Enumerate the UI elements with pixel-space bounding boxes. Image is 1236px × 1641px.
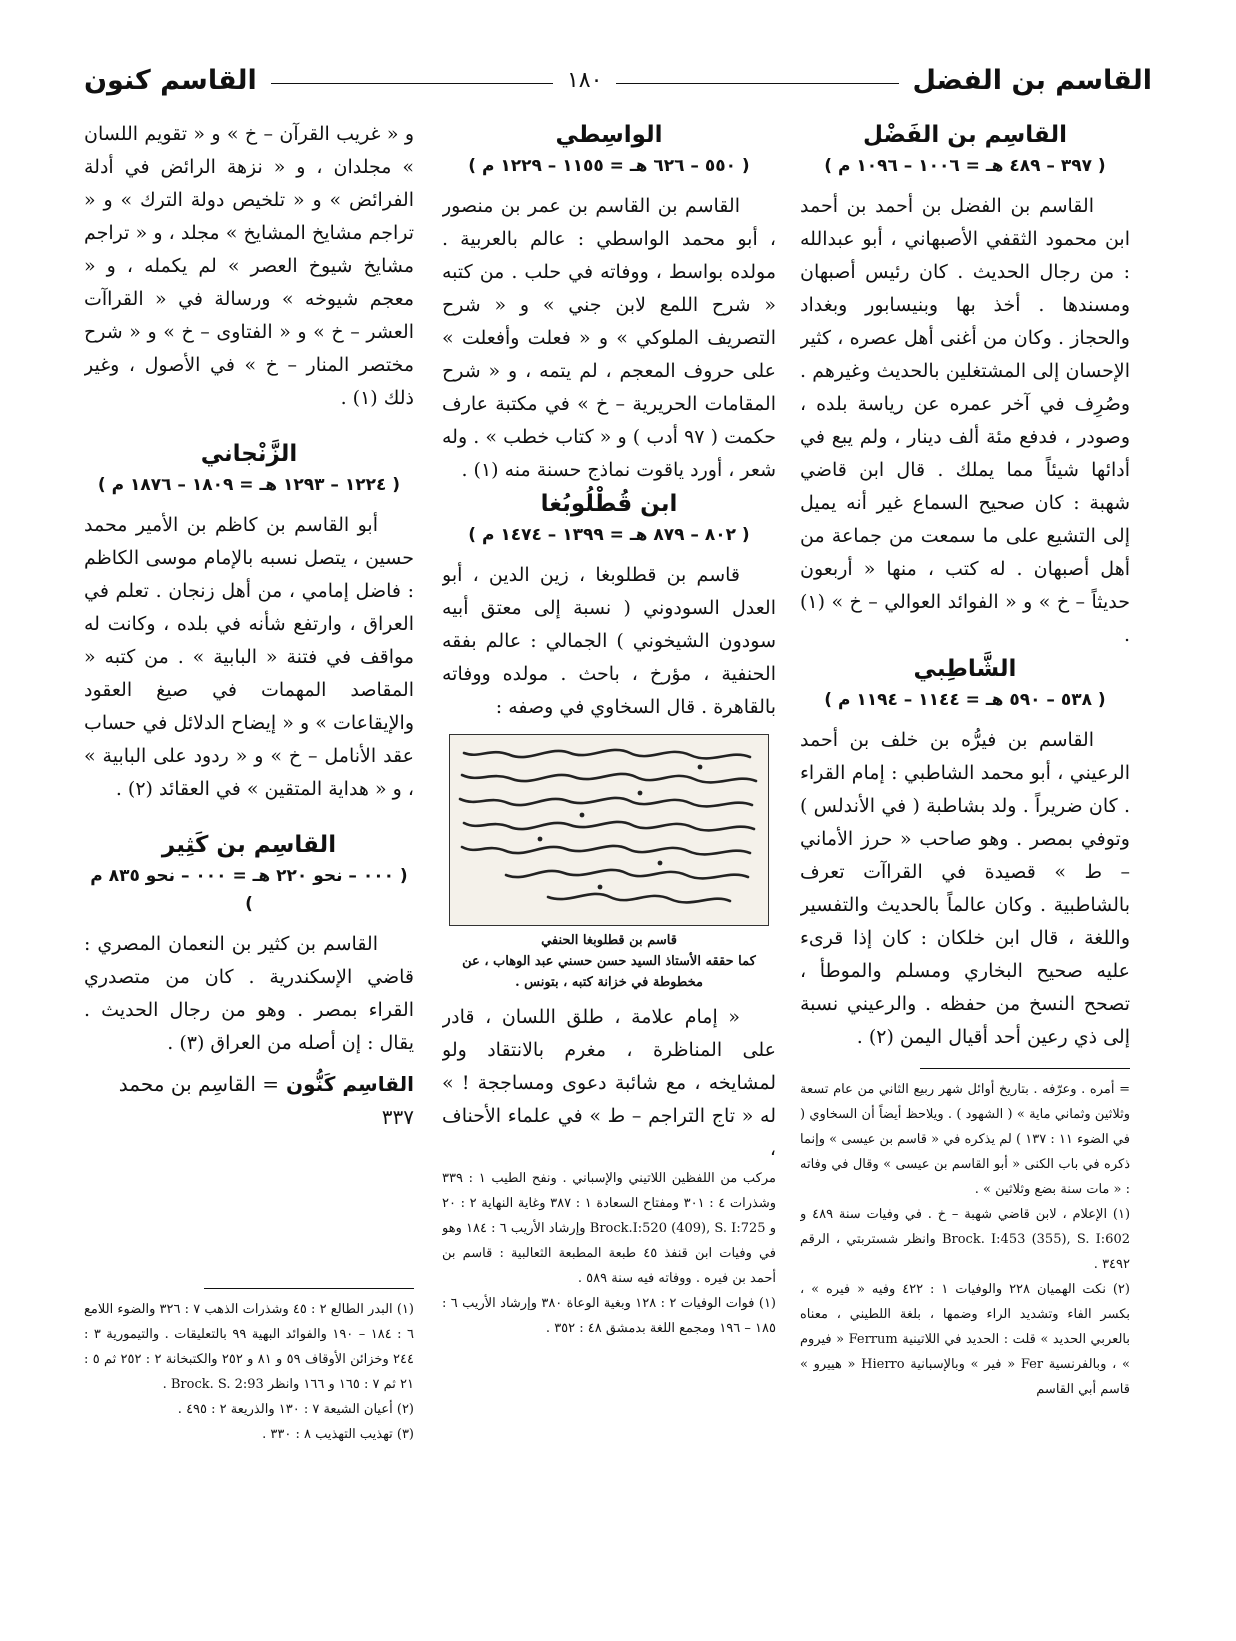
- footnote: (٢) نكت الهميان ٢٢٨ والوفيات ١ : ٤٢٢ وفيه « فيره » ، بكسر الفاء وتشديد الراء وضمها ، بلغة اللطيني ، معناه بالعربي الحديد » قلت : الحديد في اللاتينية Ferrum « فيروم » ، وبالفرنسية Fer « فير » وبالإسبانية Hierro « هييرو » قاسم أبي القاسم: [800, 1282, 1130, 1397]
- entry-body: القاسم بن كثير بن النعمان المصري : قاضي الإسكندرية . كان من متصدري القراء بمصر . وهو من رجال الحديث . يقال : إن أصله من العراق (٣) .: [84, 933, 414, 1054]
- entry-title: القاسِم بن كَثِير: [161, 832, 337, 858]
- entry-body: أبو القاسم بن كاظم بن الأمير محمد حسين ، يتصل نسبه بالإمام موسى الكاظم : فاضل إمامي ، من أهل زنجان . تعلم في العراق ، وارتفع شأنه في بلده ، وكانت له مواقف في فتنة « البابية » . من كتبه « المقاصد المهمات في صيغ العقود والإيقاعات » و « إيضاح الدلائل في حساب عقد الأنامل – خ » و « ردود على البابية » ، و « هداية المتقين » في العقائد (٢) .: [84, 514, 414, 800]
- entry-body: القاسم بن القاسم بن عمر بن منصور ، أبو محمد الواسطي : عالم بالعربية . مولده بواسط ، ووفاته في حلب . من كتبه « شرح اللمع لابن جني » و « شرح التصريف الملوكي » و « فعلت وأفعلت » على حروف المعجم ، لم يتمه ، و « شرح المقامات الحريرية – خ » في مكتبة عارف حكمت ( ٩٧ أدب ) و « كتاب خطب » . وله شعر ، أورد ياقوت نماذج حسنة منه (١) .: [442, 195, 776, 481]
- entry-title: ابن قُطْلُوبُغا: [540, 491, 678, 517]
- spacer: [84, 806, 414, 828]
- header-rule: [616, 83, 898, 84]
- entry-ibn-qutlubugha: [442, 487, 776, 724]
- footnote-rule: [920, 1068, 1130, 1069]
- footnote: (١) فوات الوفيات ٢ : ١٢٨ وبغية الوعاة ٣٨٠ وإرشاد الأريب ٦ : ١٨٥ – ١٩٦ ومجمع اللغة بدمشق ٤٨ : ٣٥٢ .: [442, 1296, 776, 1336]
- header-rule: [271, 83, 553, 84]
- footnote: = أمره . وعرّفه . بتاريخ أوائل شهر ربيع الثاني من عام تسعة وثلاثين وثماني ماية » ( الشهود ) . ويلاحظ أيضاً أن السخاوي ( في الضوء ١١ : ١٣٧ ) لم يذكره في « قاسم بن عيسى » وإنما ذكره في باب الكنى « أبو القاسم بن عيسى » وقال في وفاته : « مات سنة بضع وثلاثين » .: [800, 1082, 1130, 1197]
- footnote: (١) الإعلام ، لابن قاضي شهبة – خ . في وفيات سنة ٤٨٩ و Brock. I:453 (355), S. I:602 وانظر شستربتي ، الرقم ٣٤٩٢ .: [800, 1207, 1130, 1272]
- entry-title: القاسِم كَنُّون: [286, 1072, 414, 1096]
- column-right: [800, 118, 1130, 1618]
- entry-dates: ( ٠٠٠ – نحو ٢٢٠ هـ = ٠٠٠ – نحو ٨٣٥ م ): [90, 866, 408, 914]
- entry-body: القاسم بن الفضل بن أحمد بن أحمد ابن محمود الثقفي الأصبهاني ، أبو عبدالله : من رجال الحديث . كان رئيس أصبهان ومسندها . أخذ بها وبنيسابور وبغداد والحجاز . وكان من أغنى أهل عصره ، كثير الإحسان إلى المشتغلين بالحديث وغيرهم . وصُرِف في آخر عمره عن رياسة بلده ، وصودر ، فدفع مئة ألف دينار ، ولم يبع في أدائها شيئاً مما يملك . قال ابن قاضي شهبة : كان صحيح السماع غير أنه يميل إلى التشيع على ما سمعت من جماعة من أهل أصبهان . له كتب ، منها « أربعون حديثاً – خ » و « الفوائد العوالي – خ » (١) .: [800, 195, 1130, 646]
- entry-shatibi: [800, 652, 1130, 1054]
- footnote: مركب من اللفظين اللاتيني والإسباني . ونفح الطيب ١ : ٣٣٩ وشذرات ٤ : ٣٠١ ومفتاح السعادة ١ : ٣٨٧ وغاية النهاية ٢ : ٢٠ و Brock.I:520 (409), S. I:725 وإرشاد الأريب ٦ : ١٨٤ وهو في وفيات ابن قنفذ ٤٥ طبعة المطبعة الثعالبية : قاسم بن أحمد بن فيره . ووفاته فيه سنة ٥٨٩ .: [442, 1171, 776, 1286]
- page-number: ١٨٠: [566, 67, 603, 93]
- cross-reference-entry: [84, 1068, 414, 1134]
- footnote: (١) البدر الطالع ٢ : ٤٥ وشذرات الذهب ٧ : ٣٢٦ والضوء اللامع ٦ : ١٨٤ – ١٩٠ والفوائد البهية ٩٩ بالتعليقات . والتيمورية ٣ : ٢٤٤ وخزائن الأوقاف ٥٩ و ٨١ و ٢٥٢ والكتبخانة ٢ : ٢٥٢ ثم ٥ : ٢١ ثم ٧ : ١٦٥ و ١٦٦ وانظر Brock. S. 2:93 .: [84, 1302, 414, 1392]
- footnote-rule: [204, 1288, 414, 1289]
- entry-body: القاسم بن فيرُّه بن خلف بن أحمد الرعيني ، أبو محمد الشاطبي : إمام القراء . كان ضريراً . ولد بشاطبة ( في الأندلس ) وتوفي بمصر . وهو صاحب « حرز الأماني – ط » قصيدة في القراآت تعرف بالشاطبية . وكان عالماً بالحديث والتفسير واللغة ، قال ابن خلكان : كان إذا قرىء عليه صحيح البخاري ومسلم والموطأ ، تصحح النسخ من حفظه . والرعيني نسبة إلى ذي رعين أحد أقيال اليمن (٢) .: [800, 729, 1130, 1048]
- entry-wasiti: [442, 118, 776, 487]
- handwritten-manuscript-image: [449, 734, 769, 926]
- entry-dates: ( ٥٥٠ – ٦٢٦ هـ = ١١٥٥ – ١٢٢٩ م ): [468, 156, 750, 176]
- entry-title: الشَّاطِبي: [913, 656, 1017, 682]
- entry-qasim-ibn-al-fadl: [800, 118, 1130, 652]
- header-left-title: القاسم كنون: [84, 64, 257, 96]
- entry-dates: ( ٣٩٧ – ٤٨٩ هـ = ١٠٠٦ – ١٠٩٦ م ): [824, 156, 1106, 176]
- entry-dates: ( ٨٠٢ – ٨٧٩ هـ = ١٣٩٩ – ١٤٧٤ م ): [468, 525, 750, 545]
- entry-dates: ( ٥٣٨ – ٥٩٠ هـ = ١١٤٤ – ١١٩٤ م ): [824, 690, 1106, 710]
- entry-title: القاسِم بن الفَضْل: [863, 122, 1067, 148]
- caption-line: كما حققه الأستاذ السيد حسن حسني عبد الوهاب ، عن مخطوطة في خزانة كتبه ، بتونس .: [462, 954, 756, 990]
- entry-qasim-ibn-kathir: [84, 828, 414, 1060]
- spacer: [84, 415, 414, 437]
- figure-caption: [450, 930, 768, 993]
- caption-line: قاسم بن قطلوبغا الحنفي: [541, 933, 677, 948]
- manuscript-figure: [442, 734, 776, 993]
- footnote: (٣) تهذيب التهذيب ٨ : ٣٣٠ .: [262, 1427, 414, 1442]
- entry-dates: ( ١٢٢٤ – ١٢٩٣ هـ = ١٨٠٩ – ١٨٧٦ م ): [97, 475, 401, 495]
- column-middle: [442, 118, 776, 1618]
- running-header: [84, 58, 1152, 102]
- header-right-title: القاسم بن الفضل: [912, 64, 1152, 96]
- entry-body: قاسم بن قطلوبغا ، زين الدين ، أبو العدل السودوني ( نسبة إلى معتق أبيه سودون الشيخوني ) الجمالي : عالم بفقه الحنفية ، مؤرخ ، باحث . مولده ووفاته بالقاهرة . قال السخاوي في وصفه :: [442, 564, 776, 718]
- entry-zanjani: [84, 437, 414, 806]
- cross-reference[interactable]: = القاسِم بن محمد ٣٣٧: [118, 1072, 414, 1129]
- column-left: [84, 118, 414, 1618]
- entry-body-continued: « إمام علامة ، طلق اللسان ، قادر على المناظرة ، مغرم بالانتقاد ولو لمشايخه ، مع شائبة دعوى ومساججة ! » له « تاج التراجم – ط » في علماء الأحناف ،: [442, 1006, 776, 1160]
- entry-title: الزَّنْجاني: [200, 441, 298, 467]
- entry-body-continued: و « غريب القرآن – خ » و « تقويم اللسان » مجلدان ، و « نزهة الرائض في أدلة الفرائض » و « تلخيص دولة الترك » و « تراجم مشايخ المشايخ » مجلد ، و « تراجم مشايخ شيوخ العصر » لم يكمله ، و « معجم شيوخه » ورسالة في « القراآت العشر – خ » و « الفتاوى – خ » و « شرح مختصر المنار – خ » في الأصول ، وغير ذلك (١) .: [84, 123, 414, 409]
- spacer: [84, 1134, 414, 1274]
- entry-title: الواسِطي: [555, 122, 663, 148]
- footnote: (٢) أعيان الشيعة ٧ : ١٣٠ والذريعة ٢ : ٤٩٥ .: [177, 1402, 414, 1417]
